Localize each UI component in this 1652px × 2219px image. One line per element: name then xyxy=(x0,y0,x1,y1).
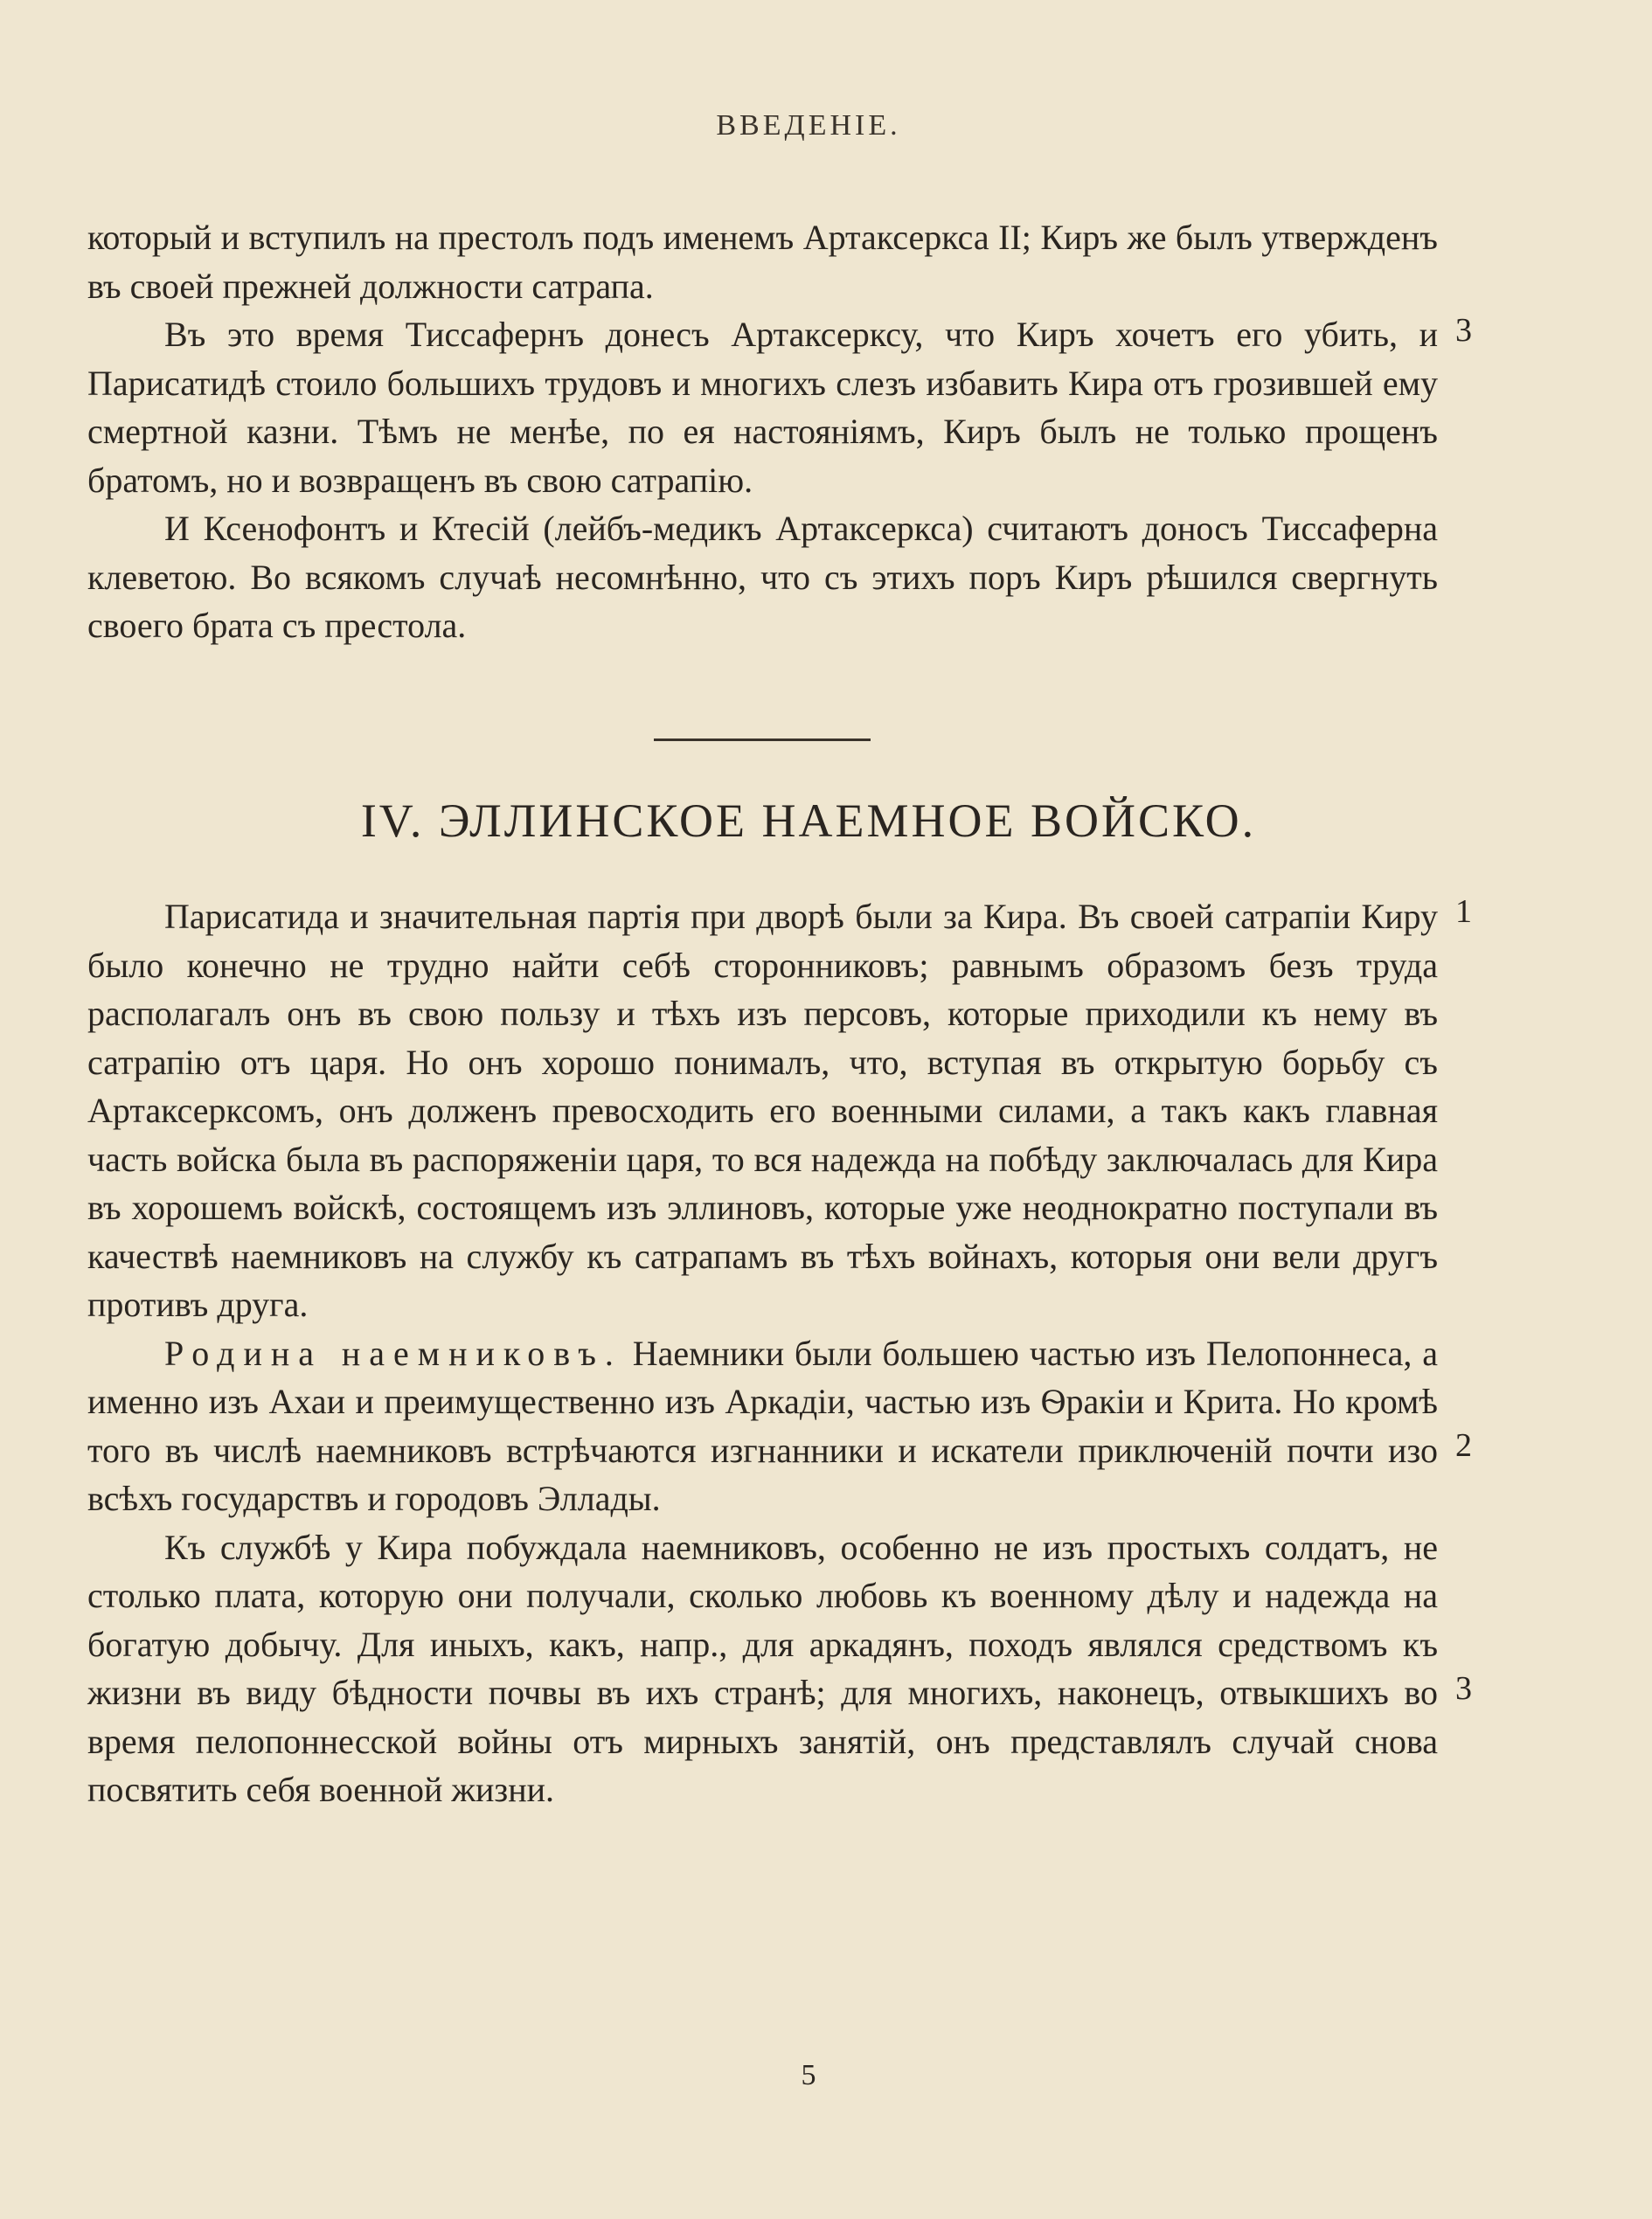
running-head: ВВЕДЕНІЕ. xyxy=(716,109,901,142)
section-divider xyxy=(654,739,871,741)
margin-section-number: 2 xyxy=(1455,1427,1472,1464)
paragraph xyxy=(87,1329,1438,1523)
paragraph: который и вступилъ на престолъ подъ именемъ Артаксеркса II; Киръ же былъ утвержденъ въ своей прежней должности сатрапа. xyxy=(87,218,1438,306)
margin-section-number: 1 xyxy=(1455,893,1472,930)
paragraph: И Ксенофонтъ и Ктесій (лейбъ-медикъ Артаксеркса) считаютъ доносъ Тиссаферна клеветою. Во всякомъ случаѣ несомнѣнно, что съ этихъ поръ Киръ рѣшился свергнуть своего брата съ престола. xyxy=(87,509,1438,645)
paragraph: Парисатида и значительная партія при дворѣ были за Кира. Въ своей сатрапіи Киру было конечно не трудно найти себѣ сторонниковъ; равнымъ образомъ безъ труда располагалъ онъ въ свою пользу и тѣхъ изъ персовъ, которые приходили къ нему въ сатрапію отъ царя. Но онъ хорошо понималъ, что, вступая въ открытую борьбу съ Артаксерксомъ, онъ долженъ превосходить его военными силами, а такъ какъ главная часть войска была въ распоряженіи царя, то вся надежда на побѣду заключалась для Кира въ хорошемъ войскѣ, состоящемъ изъ эллиновъ, которые уже неоднократно поступали въ качествѣ наемниковъ на службу къ сатрапамъ въ тѣхъ войнахъ, которыя они вели другъ противъ друга. xyxy=(87,897,1438,1324)
section-heading: IV. ЭЛЛИНСКОЕ НАЕМНОЕ ВОЙСКО. xyxy=(360,794,1257,847)
margin-section-number: 3 xyxy=(1455,312,1472,349)
paragraph: Въ это время Тиссафернъ донесъ Артаксерксу, что Киръ хочетъ его убить, и Парисатидѣ стоило большихъ трудовъ и многихъ слезъ избавить Кира отъ грозившей ему смертной казни. Тѣмъ не менѣе, по ея настояніямъ, Киръ былъ не только прощенъ братомъ, но и возвращенъ въ свою сатрапію. xyxy=(87,315,1438,500)
page-number: 5 xyxy=(801,2059,816,2091)
spaced-subheading: Родина наемниковъ. xyxy=(164,1333,622,1373)
text-block-continuation xyxy=(87,213,1438,650)
text-block-section-iv xyxy=(87,892,1438,1814)
margin-section-number: 3 xyxy=(1455,1670,1472,1707)
paragraph: Къ службѣ у Кира побуждала наемниковъ, особенно не изъ простыхъ солдатъ, не столько плата, которую они получали, сколько любовь къ военному дѣлу и надежда на богатую добычу. Для иныхъ, какъ, напр., для аркадянъ, походъ являлся средствомъ къ жизни въ виду бѣдности почвы въ ихъ странѣ; для многихъ, наконецъ, отвыкшихъ во время пелопоннесской войны отъ мирныхъ занятій, онъ представлялъ случай снова посвятить себя военной жизни. xyxy=(87,1527,1438,1809)
paragraph-text: Наемники были большею частью изъ Пелопоннеса, а именно изъ Ахаи и преимущественно изъ Аркадіи, частью изъ Ѳракіи и Крита. Но кромѣ того въ числѣ наемниковъ встрѣчаются изгнанники и искатели приключеній почти изо всѣхъ государствъ и городовъ Эллады. xyxy=(87,1333,1438,1518)
